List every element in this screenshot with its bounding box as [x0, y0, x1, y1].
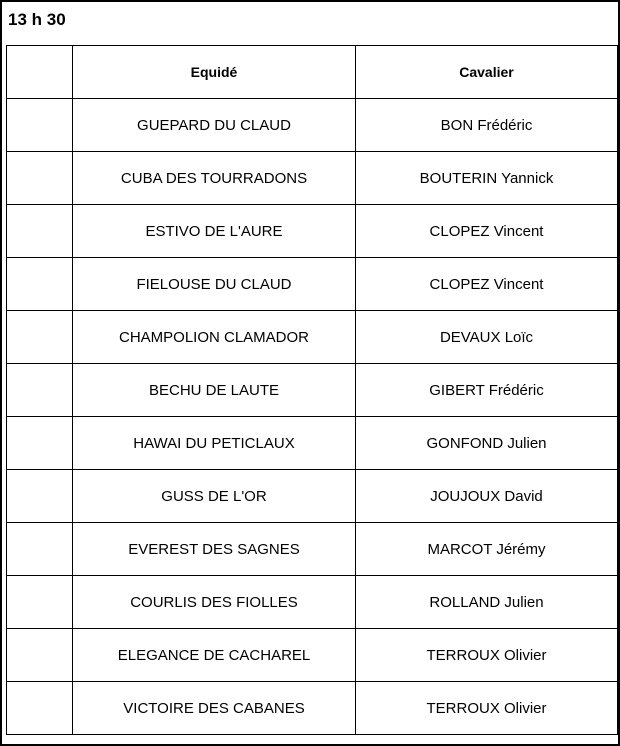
row-blank-cell — [7, 364, 73, 417]
cavalier-cell: MARCOT Jérémy — [356, 523, 618, 576]
equide-cell: HAWAI DU PETICLAUX — [73, 417, 356, 470]
row-blank-cell — [7, 311, 73, 364]
row-blank-cell — [7, 470, 73, 523]
cavalier-cell: BOUTERIN Yannick — [356, 152, 618, 205]
cavalier-cell: TERROUX Olivier — [356, 682, 618, 735]
table-row — [7, 417, 618, 470]
column-header-blank — [7, 46, 73, 99]
start-list-sheet — [2, 2, 618, 744]
equide-cell: VICTOIRE DES CABANES — [73, 682, 356, 735]
cavalier-cell: ROLLAND Julien — [356, 576, 618, 629]
table-row — [7, 152, 618, 205]
equide-cell: COURLIS DES FIOLLES — [73, 576, 356, 629]
row-blank-cell — [7, 99, 73, 152]
table-row — [7, 99, 618, 152]
table-row — [7, 682, 618, 735]
row-blank-cell — [7, 576, 73, 629]
equide-cell: ELEGANCE DE CACHAREL — [73, 629, 356, 682]
row-blank-cell — [7, 523, 73, 576]
cavalier-cell: DEVAUX Loïc — [356, 311, 618, 364]
start-list-table — [6, 45, 618, 735]
row-blank-cell — [7, 152, 73, 205]
table-body — [7, 99, 618, 735]
row-blank-cell — [7, 258, 73, 311]
table-row — [7, 311, 618, 364]
equide-cell: ESTIVO DE L'AURE — [73, 205, 356, 258]
row-blank-cell — [7, 682, 73, 735]
equide-cell: GUSS DE L'OR — [73, 470, 356, 523]
table-header-row — [7, 46, 618, 99]
cavalier-cell: CLOPEZ Vincent — [356, 258, 618, 311]
column-header-cavalier: Cavalier — [356, 46, 618, 99]
equide-cell: EVEREST DES SAGNES — [73, 523, 356, 576]
row-blank-cell — [7, 629, 73, 682]
session-time-title: 13 h 30 — [8, 10, 66, 29]
table-row — [7, 629, 618, 682]
column-header-equide: Equidé — [73, 46, 356, 99]
table-row — [7, 364, 618, 417]
cavalier-cell: JOUJOUX David — [356, 470, 618, 523]
row-blank-cell — [7, 205, 73, 258]
table-row — [7, 258, 618, 311]
equide-cell: CHAMPOLION CLAMADOR — [73, 311, 356, 364]
cavalier-cell: BON Frédéric — [356, 99, 618, 152]
table-row — [7, 470, 618, 523]
table-row — [7, 523, 618, 576]
table-row — [7, 205, 618, 258]
cavalier-cell: CLOPEZ Vincent — [356, 205, 618, 258]
equide-cell: FIELOUSE DU CLAUD — [73, 258, 356, 311]
equide-cell: CUBA DES TOURRADONS — [73, 152, 356, 205]
row-blank-cell — [7, 417, 73, 470]
cavalier-cell: TERROUX Olivier — [356, 629, 618, 682]
equide-cell: BECHU DE LAUTE — [73, 364, 356, 417]
cavalier-cell: GIBERT Frédéric — [356, 364, 618, 417]
table-row — [7, 576, 618, 629]
cavalier-cell: GONFOND Julien — [356, 417, 618, 470]
equide-cell: GUEPARD DU CLAUD — [73, 99, 356, 152]
